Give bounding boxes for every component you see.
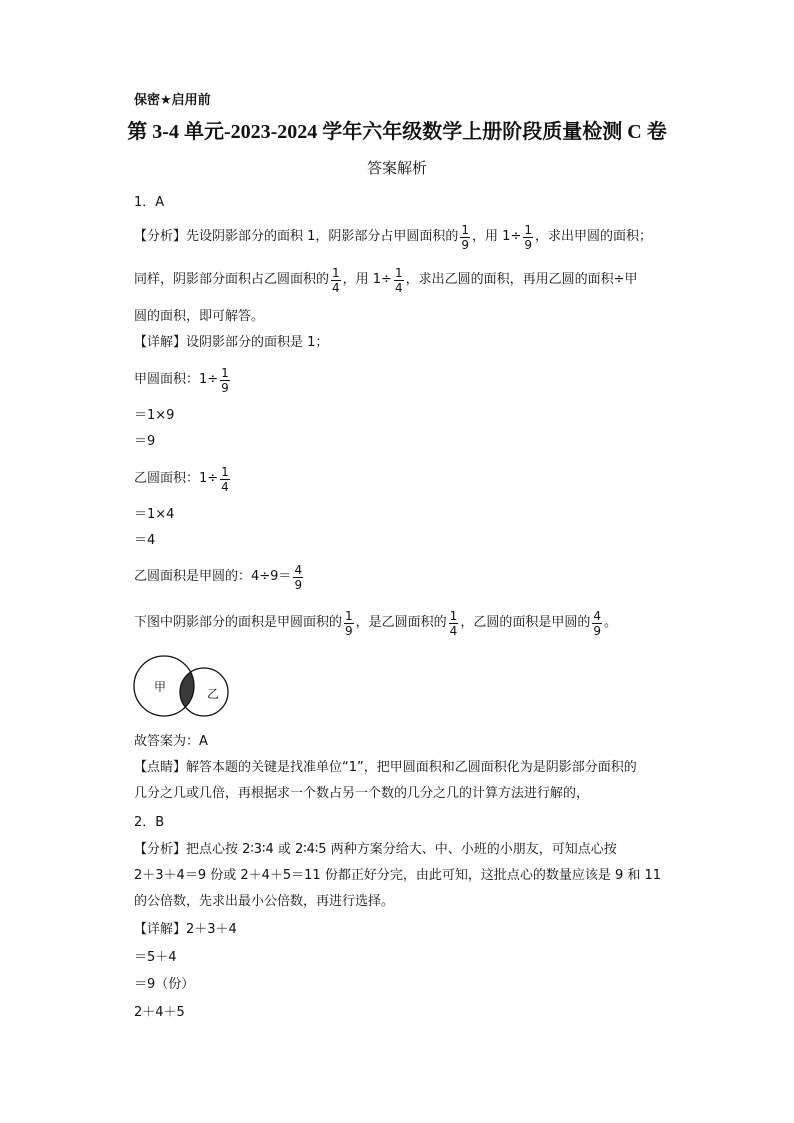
denominator: 9 (221, 380, 229, 395)
text: ，用 1÷ (472, 229, 522, 244)
q1-detail-conclusion (134, 607, 617, 639)
denominator: 4 (221, 479, 229, 494)
fraction-one-fourth (394, 266, 404, 295)
q1-comment-line-2: 几分之几或几倍，再根据求一个数占另一个数的几分之几的计算方法进行解的， (134, 786, 590, 801)
q2-analysis-line-2: 2＋3＋4＝9 份或 2＋4＋5＝11 份都正好分完，由此可知，这批点心的数量应该是 9 和 11 (134, 868, 662, 883)
q1-detail-step: ＝4 (134, 533, 156, 548)
text: 乙圆面积：1÷ (134, 471, 219, 486)
q2-analysis-line-1: 【分析】把点心按 2∶3∶4 或 2∶4∶5 两种方案分给大、中、小班的小朋友，可知点心按 (134, 842, 617, 857)
numerator: 1 (332, 265, 340, 280)
numerator: 1 (524, 222, 532, 237)
q1-detail-step: ＝1×4 (134, 507, 175, 522)
numerator: 1 (345, 608, 353, 623)
q1-analysis-line-1 (134, 221, 652, 253)
text: 甲圆面积：1÷ (134, 372, 219, 387)
text: ，用 1÷ (342, 272, 392, 287)
text: ，乙圆的面积是甲圆的 (460, 615, 591, 630)
fraction-one-ninth (460, 223, 470, 252)
page-subtitle: 答案解析 (366, 159, 427, 177)
denominator: 9 (461, 237, 470, 252)
numerator: 4 (294, 562, 303, 577)
fraction-one-ninth (220, 366, 230, 395)
q1-detail-yi-area (134, 463, 232, 495)
q1-detail-line-1: 【详解】设阴影部分的面积是 1； (134, 335, 329, 350)
fraction-four-ninths (293, 563, 303, 592)
q1-detail-step: ＝9 (134, 434, 156, 449)
q2-detail-line-1: 【详解】2＋3＋4 (134, 922, 237, 937)
page-title: 第 3-4 单元-2023-2024 学年六年级数学上册阶段质量检测 C 卷 (127, 121, 667, 143)
q1-final-answer: 故答案为：A (134, 734, 208, 749)
denominator: 4 (332, 280, 340, 295)
q1-detail-ratio (134, 561, 305, 593)
denominator: 9 (345, 623, 353, 638)
q1-detail-jia-area (134, 364, 232, 396)
q2-answer-number: 2．B (134, 815, 165, 830)
text: ，求出甲圆的面积； (534, 229, 652, 244)
denominator: 9 (294, 577, 303, 592)
denominator: 4 (449, 623, 458, 638)
label-yi: 乙 (207, 687, 220, 701)
text: ，求出乙圆的面积，再用乙圆的面积÷甲 (405, 272, 638, 287)
denominator: 9 (524, 237, 532, 252)
q1-answer-number: 1．A (134, 195, 165, 210)
label-jia: 甲 (154, 680, 167, 694)
numerator: 1 (461, 222, 470, 237)
q1-detail-step: ＝1×9 (134, 408, 175, 423)
venn-diagram (130, 650, 235, 722)
q1-analysis-line-2 (134, 264, 638, 296)
numerator: 1 (394, 265, 403, 280)
q1-comment-line-1: 【点睛】解答本题的关键是找准单位“1”，把甲圆面积和乙圆面积化为是阴影部分面积的 (134, 760, 637, 775)
numerator: 1 (221, 365, 229, 380)
text: ，是乙圆面积的 (355, 615, 447, 630)
text: 下图中阴影部分的面积是甲圆面积的 (134, 615, 343, 630)
q2-detail-line-4: 2＋4＋5 (134, 1005, 185, 1020)
q2-analysis-line-3: 的公倍数，先求出最小公倍数，再进行选择。 (134, 894, 395, 909)
numerator: 1 (221, 464, 229, 479)
denominator: 9 (593, 623, 601, 638)
fraction-four-ninths (592, 609, 602, 638)
numerator: 4 (593, 608, 601, 623)
q2-detail-line-2: ＝5＋4 (134, 950, 177, 965)
numerator: 1 (449, 608, 458, 623)
fraction-one-fourth (220, 465, 230, 494)
fraction-one-fourth (449, 609, 459, 638)
text: 乙圆面积是甲圆的：4÷9＝ (134, 569, 292, 584)
q1-analysis-line-3: 圆的面积，即可解答。 (134, 309, 265, 324)
fraction-one-fourth (331, 266, 341, 295)
q2-detail-line-3: ＝9（份） (134, 977, 195, 992)
text: 。 (603, 615, 617, 630)
text: 【分析】先设阴影部分的面积 1，阴影部分占甲圆面积的 (134, 229, 459, 244)
fraction-one-ninth (523, 223, 533, 252)
confidential-mark: 保密★启用前 (134, 93, 211, 108)
fraction-one-ninth (344, 609, 354, 638)
denominator: 4 (394, 280, 403, 295)
text: 同样，阴影部分面积占乙圆面积的 (134, 272, 330, 287)
